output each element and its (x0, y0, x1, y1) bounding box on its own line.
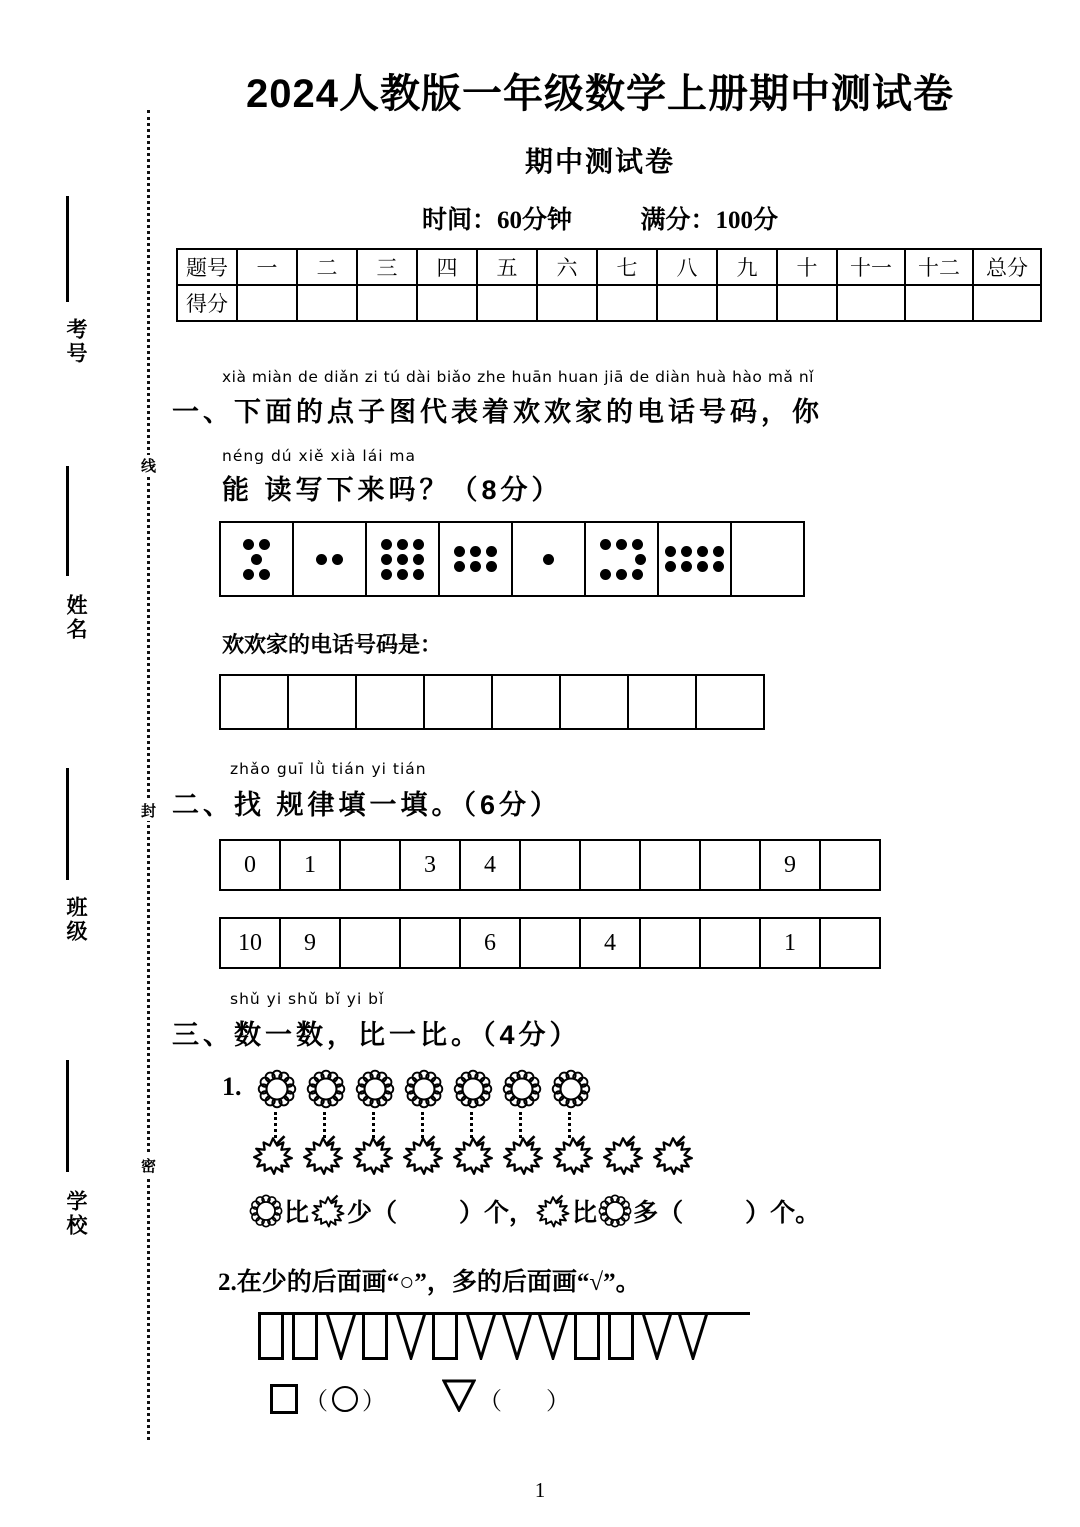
square-icon (292, 1312, 318, 1360)
margin-rule-4 (66, 1060, 69, 1172)
q3-sub2-label (218, 1262, 641, 1298)
square-icon (574, 1312, 600, 1360)
square-icon (270, 1384, 298, 1414)
sequence-row-1-cell-6[interactable] (521, 841, 581, 889)
score-col-8: 八 (657, 249, 717, 285)
dot-cell-3 (367, 523, 440, 595)
triangle-paren-open: （ (478, 1389, 502, 1415)
triangle-icon (502, 1312, 532, 1360)
q1-pinyin-line-1: xià miàn de diǎn zi tú dài biǎo zhe huān huan jiā de diàn huà hào mǎ nǐ (222, 368, 814, 386)
margin-rule-1 (66, 196, 69, 302)
square-paren-close: ） (362, 1389, 386, 1415)
flower-icon (550, 1068, 592, 1110)
score-col-9: 九 (717, 249, 777, 285)
leaf-icon (600, 1132, 646, 1178)
flower-icon (305, 1068, 347, 1110)
compare-word-ge-1: ）个， (459, 1200, 535, 1227)
triangle-icon (396, 1312, 426, 1360)
flower-row (256, 1068, 599, 1110)
triangle-icon (642, 1312, 672, 1360)
score-cell-2[interactable] (297, 285, 357, 321)
compare-word-ge-2: ）个。 (745, 1200, 821, 1227)
score-cell-9[interactable] (717, 285, 777, 321)
score-col-7: 七 (597, 249, 657, 285)
sequence-row-2-cell-8[interactable] (641, 919, 701, 967)
score-col-5: 五 (477, 249, 537, 285)
sequence-row-1-cell-8[interactable] (641, 841, 701, 889)
sequence-row-2-cell-6[interactable] (521, 919, 581, 967)
phone-answer-box-1[interactable] (221, 676, 289, 728)
leaf-row (250, 1132, 700, 1178)
score-cell-7[interactable] (597, 285, 657, 321)
margin-field-class: 班级 (64, 896, 87, 944)
sequence-row-1-cell-2[interactable]: 1 (281, 841, 341, 889)
q1-text-line-2: 能 读写下来吗？（8分） (222, 475, 563, 505)
sequence-row-2-cell-11[interactable] (821, 919, 879, 967)
score-col-6: 六 (537, 249, 597, 285)
sequence-row-2-cell-4[interactable] (401, 919, 461, 967)
leaf-icon (450, 1132, 496, 1178)
margin-rule-2 (66, 466, 69, 576)
page-title: 2024人教版一年级数学上册期中测试卷 (246, 72, 954, 116)
q1-pinyin-line-2: néng dú xiě xià lái ma (222, 447, 417, 465)
score-cell-8[interactable] (657, 285, 717, 321)
triangle-paren-close: ） (546, 1389, 570, 1415)
q3-pinyin: shǔ yi shǔ bǐ yi bǐ (230, 990, 385, 1008)
sequence-row-1-cell-9[interactable] (701, 841, 761, 889)
sequence-row-1-cell-5[interactable]: 4 (461, 841, 521, 889)
page-subtitle: 期中测试卷 (524, 146, 675, 177)
score-col-4: 四 (417, 249, 477, 285)
score-cell-1[interactable] (237, 285, 297, 321)
phone-answer-box-6[interactable] (561, 676, 629, 728)
q2-pinyin: zhǎo guī lǜ tián yi tián (230, 760, 427, 778)
triangle-icon (442, 1378, 476, 1419)
flower-icon (452, 1068, 494, 1110)
score-table-row-label-score: 得分 (177, 285, 237, 321)
dot-cell-8 (732, 523, 803, 595)
margin-field-exam-number: 考号 (64, 318, 87, 366)
margin-field-name: 姓名 (64, 594, 87, 642)
seal-char-secret: 密 (138, 1155, 158, 1176)
q3-sub2-text: 在少的后面画“○”，多的后面画“√”。 (236, 1269, 641, 1296)
time-label: 时间：60分钟 (421, 207, 572, 234)
leaf-icon (309, 1192, 347, 1230)
sequence-row-1[interactable] (219, 839, 881, 891)
q3-text: 三、数一数，比一比。（4分） (172, 1020, 581, 1050)
score-col-12: 十二 (905, 249, 973, 285)
q3-sub2-answer-line (270, 1378, 570, 1419)
score-cell-6[interactable] (537, 285, 597, 321)
score-col-2: 二 (297, 249, 357, 285)
q2-text: 二、找 规律填一填。（6分） (172, 790, 562, 820)
leaf-icon (534, 1192, 572, 1230)
compare-word-duo: 多（ (633, 1200, 684, 1227)
square-icon (362, 1312, 388, 1360)
score-col-1: 一 (237, 249, 297, 285)
dot-cell-5 (513, 523, 586, 595)
q3-sub1-label: 1. (222, 1072, 242, 1101)
sequence-row-2-cell-7[interactable]: 4 (581, 919, 641, 967)
leaf-icon (550, 1132, 596, 1178)
square-paren-open: （ (304, 1389, 328, 1415)
seal-dashed-line (147, 110, 150, 1440)
seal-char-line: 线 (138, 455, 158, 476)
sequence-row-2-cell-2[interactable]: 9 (281, 919, 341, 967)
flower-icon (403, 1068, 445, 1110)
sequence-row-1-cell-7[interactable] (581, 841, 641, 889)
flower-icon (501, 1068, 543, 1110)
left-margin (0, 0, 175, 1527)
phone-number-answer-boxes[interactable] (219, 674, 765, 730)
compare-word-bi-1: 比 (284, 1200, 310, 1227)
leaf-icon (650, 1132, 696, 1178)
dot-cell-2 (294, 523, 367, 595)
phone-answer-box-3[interactable] (357, 676, 425, 728)
score-col-3: 三 (357, 249, 417, 285)
triangle-icon (538, 1312, 568, 1360)
sequence-row-2-cell-5[interactable]: 6 (461, 919, 521, 967)
sequence-row-1-cell-4[interactable]: 3 (401, 841, 461, 889)
score-col-10: 十 (777, 249, 837, 285)
triangle-icon (678, 1312, 708, 1360)
dot-cell-7 (659, 523, 732, 595)
leaf-icon (500, 1132, 546, 1178)
triangle-icon (326, 1312, 356, 1360)
dot-pattern-strip (219, 521, 805, 597)
margin-field-school: 学校 (64, 1190, 87, 1238)
phone-answer-box-4[interactable] (425, 676, 493, 728)
score-table-header-row (177, 249, 1041, 285)
q1-text-line-1: 一、下面的点子图代表着欢欢家的电话号码，你 (172, 397, 823, 427)
leaf-icon (400, 1132, 446, 1178)
score-cell-3[interactable] (357, 285, 417, 321)
exam-meta (175, 200, 1025, 236)
leaf-icon (250, 1132, 296, 1178)
phone-answer-box-7[interactable] (629, 676, 697, 728)
phone-answer-box-8[interactable] (697, 676, 763, 728)
score-cell-total[interactable] (973, 285, 1041, 321)
leaf-icon (300, 1132, 346, 1178)
square-icon (432, 1312, 458, 1360)
score-cell-11[interactable] (837, 285, 905, 321)
shape-items (258, 1312, 714, 1360)
sequence-row-1-cell-10[interactable]: 9 (761, 841, 821, 889)
dot-cell-1 (221, 523, 294, 595)
shape-sequence-row (258, 1312, 750, 1368)
page-number: 1 (534, 1478, 546, 1502)
total-points-label: 满分：100分 (640, 207, 779, 234)
flower-icon (354, 1068, 396, 1110)
score-col-11: 十一 (837, 249, 905, 285)
sequence-row-2-cell-3[interactable] (341, 919, 401, 967)
flower-icon (597, 1193, 633, 1229)
sequence-row-2-cell-10[interactable]: 1 (761, 919, 821, 967)
sequence-row-1-cell-1[interactable]: 0 (221, 841, 281, 889)
q1-answer-prompt: 欢欢家的电话号码是： (222, 632, 443, 657)
flower-icon (248, 1193, 284, 1229)
q3-sub2-number: 2. (218, 1269, 237, 1296)
phone-answer-box-5[interactable] (493, 676, 561, 728)
sequence-row-1-cell-11[interactable] (821, 841, 879, 889)
score-table-score-row (177, 285, 1041, 321)
dot-cell-6 (586, 523, 659, 595)
margin-rule-3 (66, 768, 69, 880)
score-cell-5[interactable] (477, 285, 537, 321)
score-cell-4[interactable] (417, 285, 477, 321)
sequence-row-2-cell-1[interactable]: 10 (221, 919, 281, 967)
square-icon (258, 1312, 284, 1360)
score-cell-10[interactable] (777, 285, 837, 321)
score-table (176, 248, 1042, 322)
phone-answer-box-2[interactable] (289, 676, 357, 728)
score-col-total: 总分 (973, 249, 1041, 285)
score-table-row-label-number: 题号 (177, 249, 237, 285)
score-cell-12[interactable] (905, 285, 973, 321)
q3-compare-sentence (248, 1192, 820, 1230)
seal-char-seal: 封 (138, 800, 158, 821)
square-icon (608, 1312, 634, 1360)
triangle-icon (466, 1312, 496, 1360)
sequence-row-2[interactable] (219, 917, 881, 969)
compare-word-shao: 少（ (347, 1200, 398, 1227)
sequence-row-1-cell-3[interactable] (341, 841, 401, 889)
leaf-icon (350, 1132, 396, 1178)
flower-icon (256, 1068, 298, 1110)
compare-word-bi-2: 比 (572, 1200, 598, 1227)
dot-cell-4 (440, 523, 513, 595)
circle-icon (332, 1386, 358, 1412)
sequence-row-2-cell-9[interactable] (701, 919, 761, 967)
